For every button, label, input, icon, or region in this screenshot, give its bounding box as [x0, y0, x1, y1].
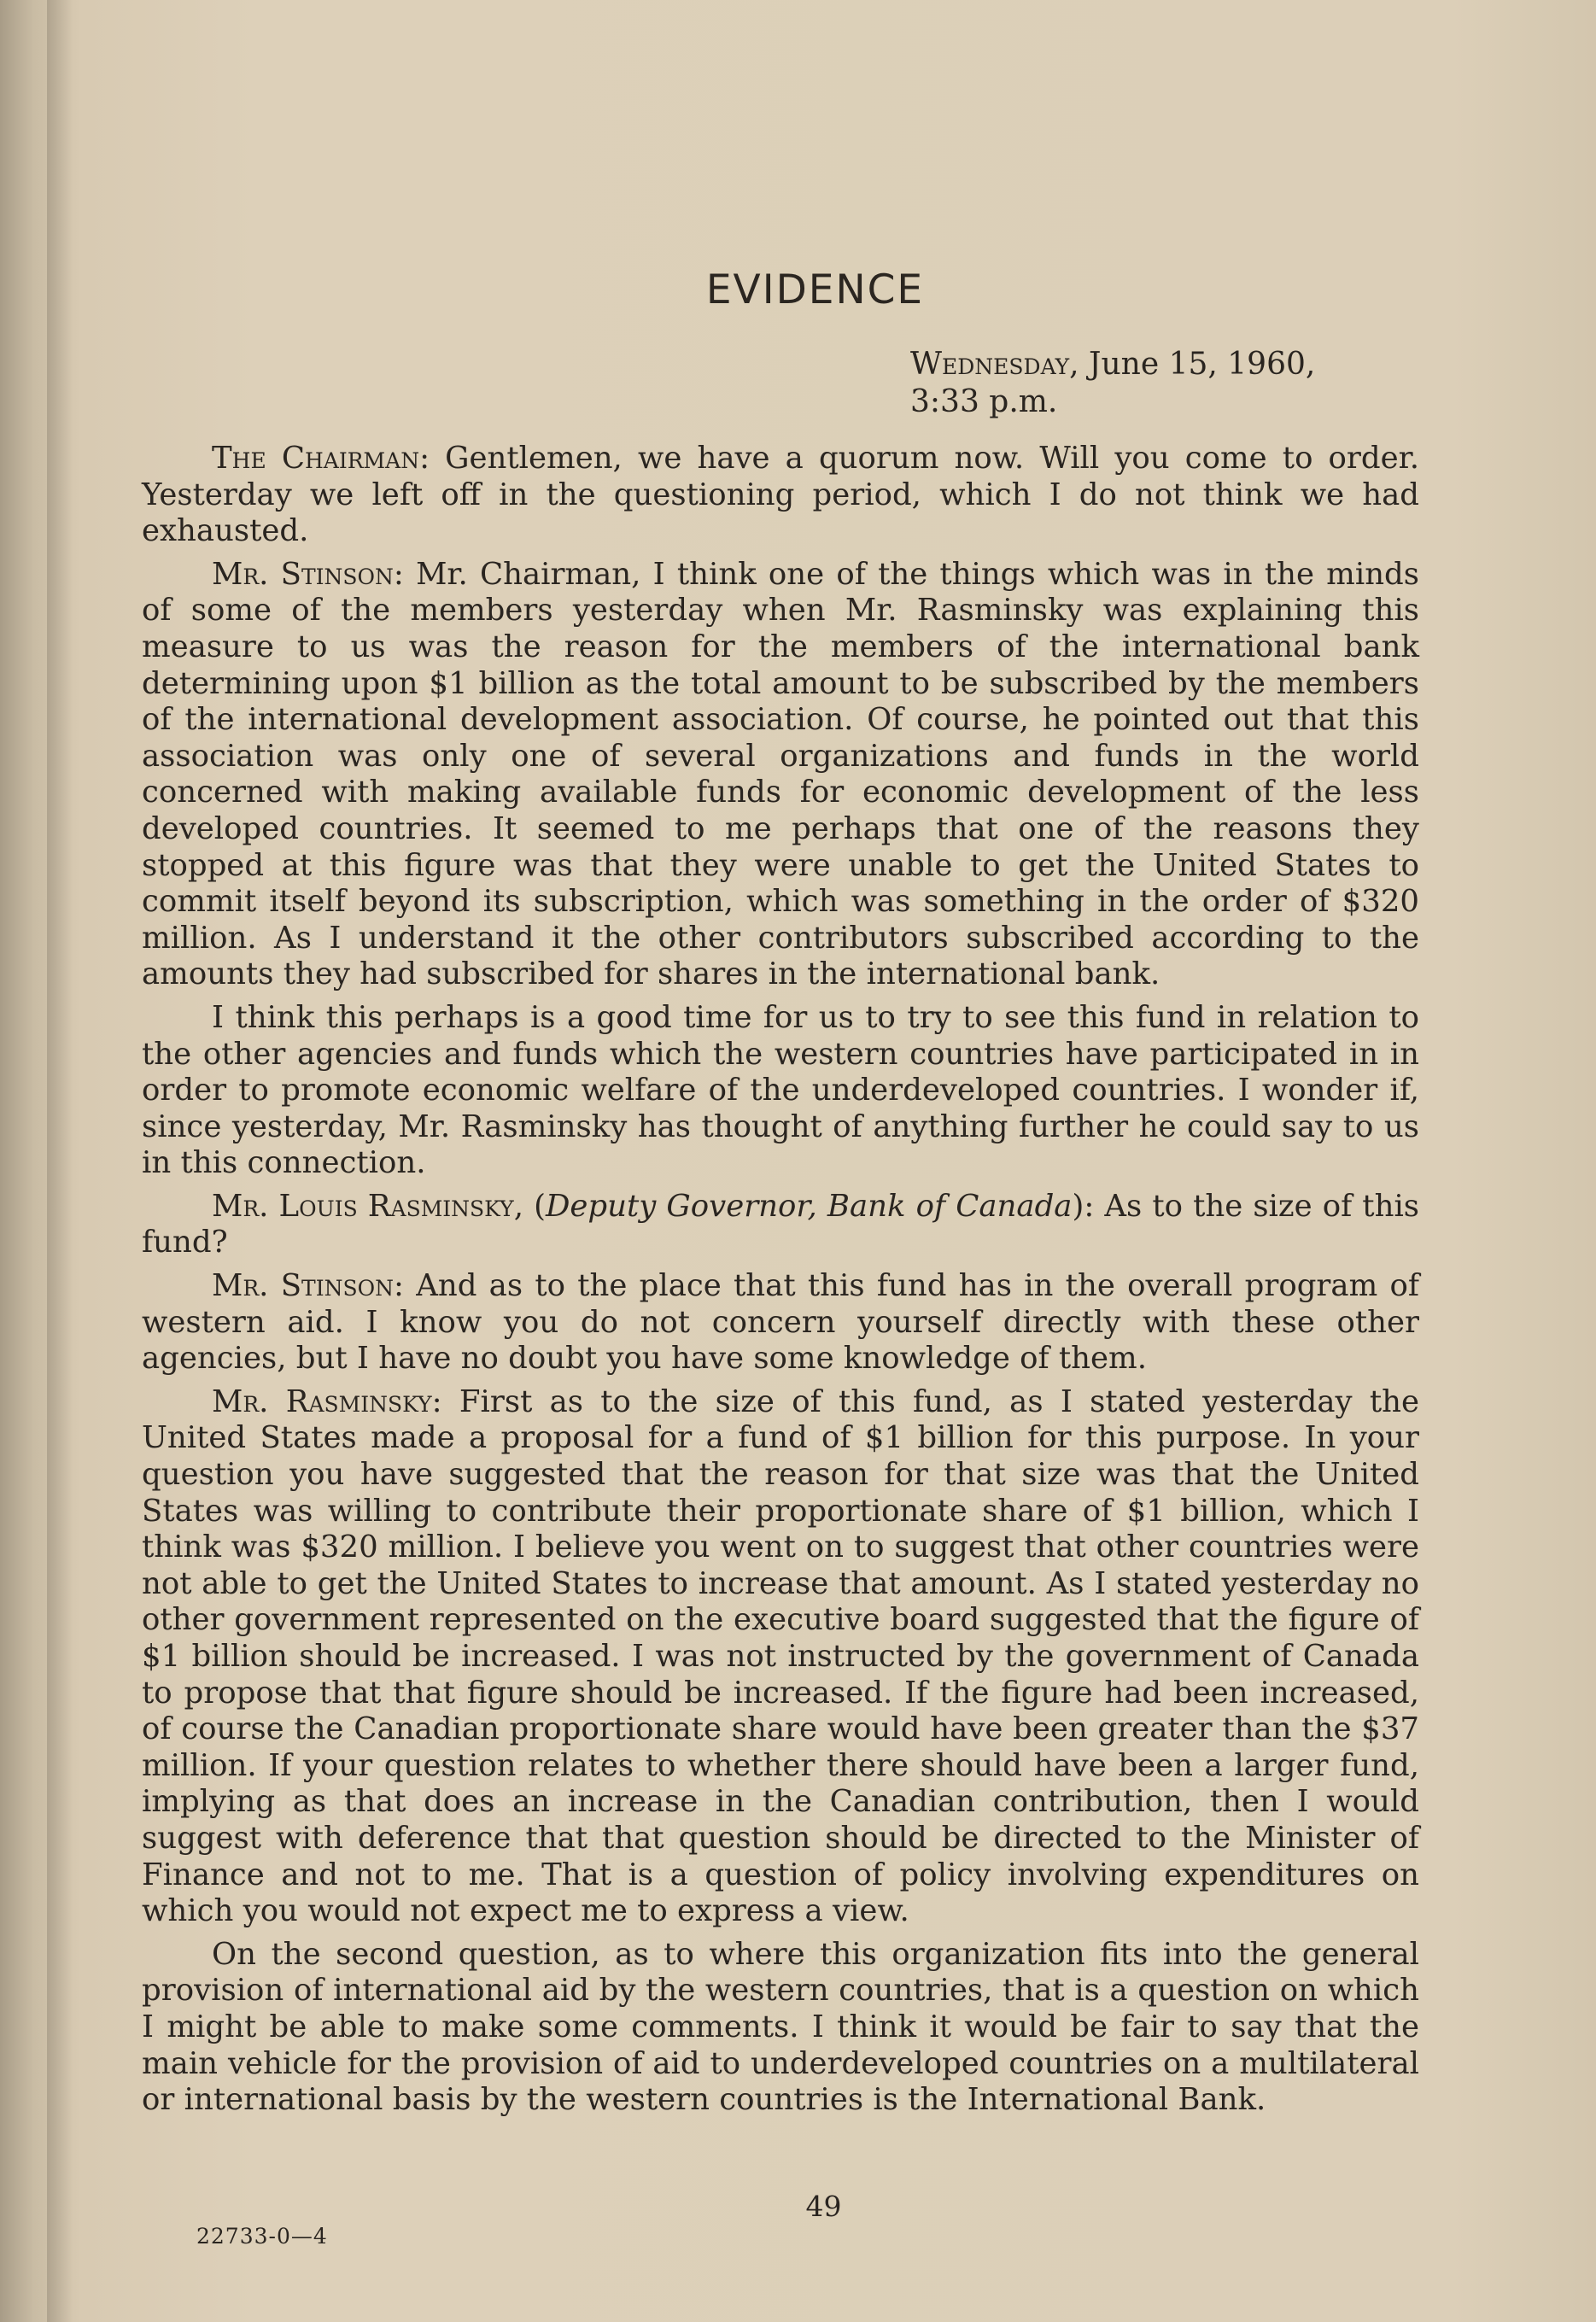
speaker-name: The Chairman: [212, 441, 420, 476]
speaker-name: Mr. Stinson: [212, 1268, 394, 1304]
paragraph: [142, 1384, 1419, 1930]
paragraph-text: : Gentlemen, we have a quorum now. Will you come to order. Yesterday we left off in the questioning period, which I do not think we had exhausted.: [142, 441, 1419, 549]
paragraph: [142, 1268, 1419, 1377]
paragraph-text: On the second question, as to where this organization fits into the general provision of international aid by the western countries, that is a question on which I might be able to make some comments. I think it would be fair to say that the main vehicle for the provision of aid to underdeveloped countries on a multilateral or international basis by the western countries is the International Bank.: [142, 1936, 1419, 2118]
print-code: 22733-0—4: [196, 2224, 328, 2249]
paragraph-text: : Mr. Chairman, I think one of the things which was in the minds of some of the members yesterday when Mr. Rasminsky was explaining this measure to us was the reason for the members of the international bank determining upon $1 billion as the total amount to be subscribed by the members of the international development association. Of course, he pointed out that this association was only one of several organizations and funds in the world concerned with making available funds for economic development of the less developed countries. It seemed to me perhaps that one of the reasons they stopped at this figure was that they were unable to get the United States to commit itself beyond its subscription, which was something in the order of $320 million. As I understand it the other contributors subscribed according to the amounts they had subscribed for shares in the international bank.: [142, 556, 1420, 992]
speaker-name: Mr. Louis Rasminsky: [212, 1188, 514, 1224]
speaker-name: Mr. Stinson: [212, 556, 394, 592]
speaker-name: Mr. Rasminsky: [212, 1383, 432, 1419]
paragraph-text: I think this perhaps is a good time for us to try to see this fund in relation to the other agencies and funds which the western countries have participated in in order to promote economic welfare of the underdeveloped countries. I wonder if, since yesterday, Mr. Rasminsky has thought of anything further he could say to us in this connection.: [142, 999, 1419, 1181]
paragraph-text: : As to the size of this fund?: [142, 1188, 1420, 1260]
paragraph: [142, 441, 1419, 550]
paragraph: [142, 1937, 1419, 2119]
date-line: [910, 346, 1315, 383]
page-title: EVIDENCE: [705, 266, 925, 313]
paragraph: [142, 557, 1419, 993]
speaker-affiliation: Deputy Governor, Bank of Canada: [545, 1188, 1073, 1224]
dateline: [910, 346, 1315, 421]
time-line: 3:33 p.m.: [910, 384, 1058, 419]
date-rest: , June 15, 1960,: [1069, 347, 1316, 382]
page-number: 49: [805, 2190, 842, 2223]
transcript-body: [142, 441, 1419, 2126]
paragraph: [142, 1000, 1419, 1182]
paragraph-text: : And as to the place that this fund has in the overall program of western aid. I know you do not concern yourself directly with these other agencies, but I have no doubt you have some knowledge of them.: [142, 1268, 1420, 1377]
paragraph: Mr. Louis Rasminsky, (Deputy Governor, Bank of Canada): As to the size of this fund?: [142, 1188, 1420, 1260]
book-spine-shadow: [47, 0, 73, 2322]
paragraph-text: : First as to the size of this fund, as I stated yesterday the United States made a proposal for a fund of $1 billion for this purpose. In your question you have suggested that the reason for that size was that the United States was willing to contribute their proportionate share of $1 billion, which I think was $320 million. I believe you went on to suggest that other countries were not able to get the United States to increase that amount. As I stated yesterday no other government represented on the executive board suggested that the figure of $1 billion should be increased. I was not instructed by the government of Canada to propose that that figure should be increased. If the figure had been increased, of course the Canadian proportionate share would have been greater than the $37 million. If your question relates to whether there should have been a larger fund, implying as that does an increase in the Canadian contribution, then I would suggest with deference that that question should be directed to the Minister of Finance and not to me. That is a question of policy involving expenditures on which you would not expect me to express a view.: [142, 1383, 1419, 1929]
date-day: Wednesday: [910, 347, 1070, 382]
